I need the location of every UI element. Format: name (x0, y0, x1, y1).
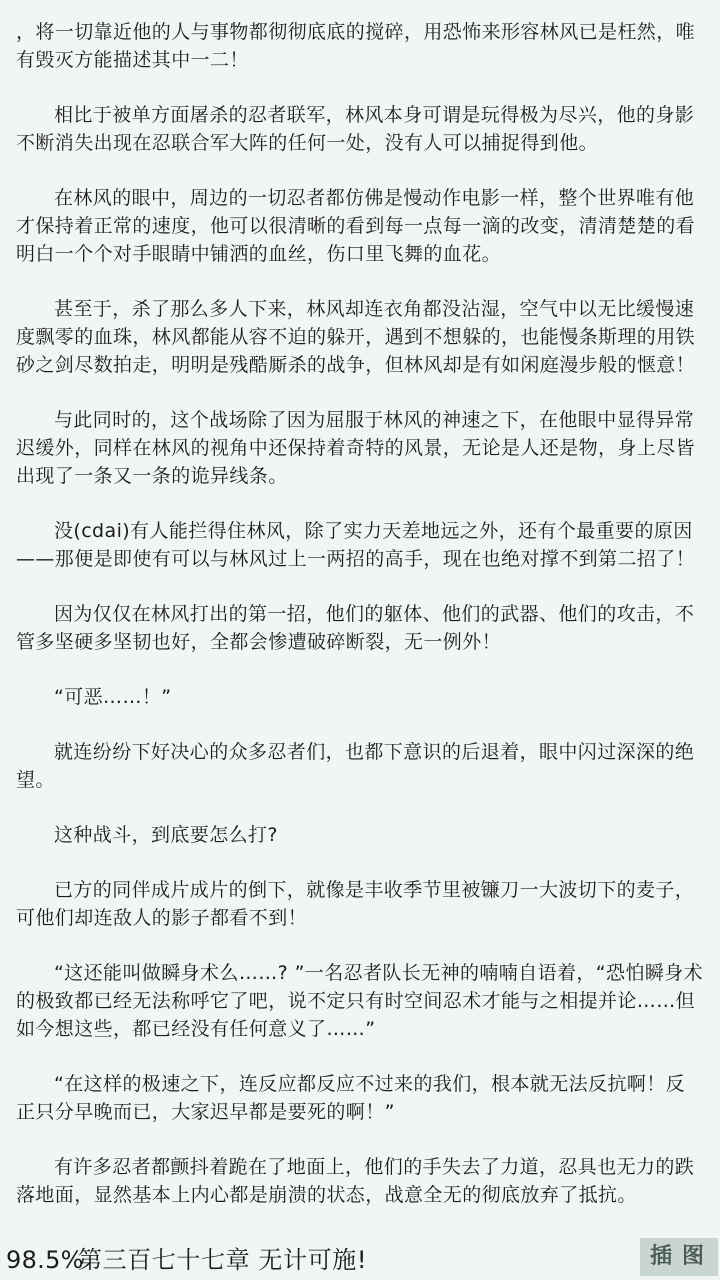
chapter-body (16, 18, 704, 1236)
paragraph: ，将一切靠近他的人与事物都彻彻底底的搅碎，用恐怖来形容林风已是枉然，唯有毁灭方能描述其中一二！ (16, 21, 696, 71)
paragraph: 相比于被单方面屠杀的忍者联军，林风本身可谓是玩得极为尽兴，他的身影不断消失出现在忍联合军大阵的任何一处，没有人可以捕捉得到他。 (16, 104, 695, 154)
status-bar (0, 1236, 720, 1280)
paragraph: 在林风的眼中，周边的一切忍者都仿佛是慢动作电影一样，整个世界唯有他才保持着正常的速度，他可以很清晰的看到每一点每一滴的改变，清清楚楚的看明白一个个对手眼睛中铺洒的血丝，伤口里飞舞的血花。 (16, 187, 696, 265)
paragraph: 已方的同伴成片成片的倒下，就像是丰收季节里被镰刀一大波切下的麦子，可他们却连敌人的影子都看不到！ (16, 879, 695, 929)
paragraph: 与此同时的，这个战场除了因为屈服于林风的神速之下，在他眼中显得异常迟缓外，同样在林风的视角中还保持着奇特的风景，无论是人还是物，身上尽皆出现了一条又一条的诡异线条。 (16, 409, 696, 487)
paragraph: 有许多忍者都颤抖着跪在了地面上，他们的手失去了力道，忍具也无力的跌落地面，显然基本上内心都是崩溃的状态，战意全无的彻底放弃了抵抗。 (16, 1156, 695, 1206)
paragraph: 这种战斗，到底要怎么打? (54, 824, 278, 846)
paragraph: “在这样的极速之下，连反应都反应不过来的我们，根本就无法反抗啊！反正只分早晚而已，大家迟早都是要死的啊！” (16, 1073, 686, 1123)
paragraph: 因为仅仅在林风打出的第一招，他们的躯体、他们的武器、他们的攻击，不管多坚硬多坚韧也好，全都会惨遭破碎断裂，无一例外！ (16, 603, 695, 653)
paragraph: “这还能叫做瞬身术么……? ”一名忍者队长无神的喃喃自语着，“恐怕瞬身术的极致都已经无法称呼它了吧，说不定只有时空间忍术才能与之相提并论……但如今想这些，都已经没有任何意义了……” (16, 962, 704, 1040)
paragraph: “可恶……！” (54, 686, 172, 708)
paragraph: 就连纷纷下好决心的众多忍者们，也都下意识的后退着，眼中闪过深深的绝望。 (16, 741, 695, 791)
paragraph: 甚至于，杀了那么多人下来，林风却连衣角都没沾湿，空气中以无比缓慢速度飘零的血珠，林风都能从容不迫的躲开，遇到不想躲的，也能慢条斯理的用铁砂之剑尽数拍走，明明是残酷厮杀的战争，但林风却是有如闲庭漫步般的惬意！ (16, 298, 696, 376)
illustration-button[interactable]: 插图 (640, 1238, 718, 1276)
chapter-title: 第三百七十七章 无计可施! (78, 1246, 368, 1274)
reading-progress: 98.5% (6, 1246, 84, 1274)
paragraph: 没(cdai)有人能拦得住林风，除了实力天差地远之外，还有个最重要的原因——那便是即使有可以与林风过上一两招的高手，现在也绝对撑不到第二招了！ (16, 520, 696, 570)
